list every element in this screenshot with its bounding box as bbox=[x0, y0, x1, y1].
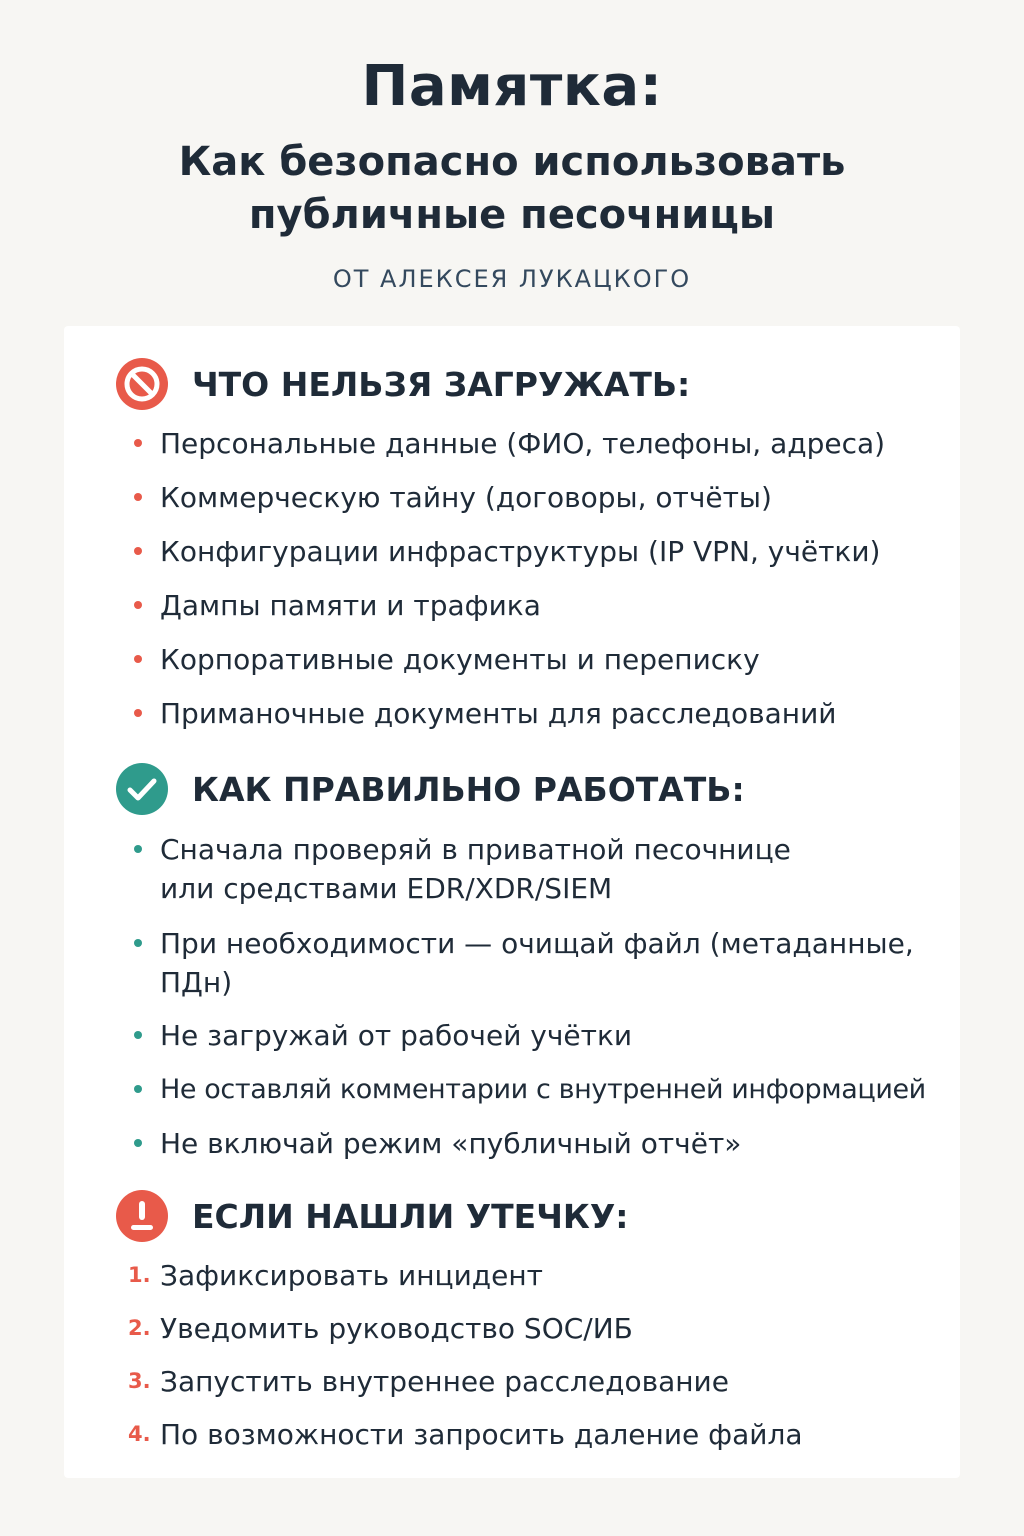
bullet-dot bbox=[134, 845, 142, 853]
list-item-text: Запустить внутреннее расследование bbox=[160, 1365, 729, 1398]
subtitle-line: публичные песочницы bbox=[248, 192, 776, 238]
checkmark-icon bbox=[116, 763, 168, 815]
section-header bbox=[116, 763, 745, 815]
bullet-dot bbox=[134, 655, 142, 663]
step-number: 4. bbox=[128, 1422, 151, 1446]
subtitle-line: Как безопасно использовать bbox=[178, 139, 846, 185]
list-item-text: Корпоративные документы и переписку bbox=[160, 643, 760, 676]
step-number: 1. bbox=[128, 1263, 151, 1287]
list-item-text: или средствами EDR/XDR/SIEM bbox=[160, 872, 613, 905]
list-item-text: При необходимости — очищай файл (метаданные, bbox=[160, 927, 914, 960]
section-header bbox=[116, 1190, 629, 1242]
list-item-text: Не оставляй комментарии с внутренней информацией bbox=[160, 1074, 926, 1105]
list-item-text: Сначала проверяй в приватной песочнице bbox=[160, 833, 791, 866]
bullet-dot bbox=[134, 493, 142, 501]
alert-icon bbox=[116, 1190, 168, 1242]
author-byline: ОТ АЛЕКСЕЯ ЛУКАЦКОГО bbox=[332, 265, 692, 293]
list-item-text: Не загружай от рабочей учётки bbox=[160, 1019, 633, 1052]
bullet-dot bbox=[134, 1139, 142, 1147]
step-number: 3. bbox=[128, 1369, 151, 1393]
bullet-dot bbox=[134, 709, 142, 717]
section-header bbox=[116, 358, 690, 410]
list-item-text: Персональные данные (ФИО, телефоны, адреса) bbox=[160, 427, 886, 460]
step-number: 2. bbox=[128, 1316, 151, 1340]
list-item-text: По возможности запросить даление файла bbox=[160, 1418, 803, 1451]
bullet-dot bbox=[134, 939, 142, 947]
bullet-dot bbox=[134, 1085, 142, 1093]
section-title: КАК ПРАВИЛЬНО РАБОТАТЬ: bbox=[192, 769, 745, 809]
bullet-dot bbox=[134, 601, 142, 609]
list-item-text: Не включай режим «публичный отчёт» bbox=[160, 1127, 742, 1160]
list-item-text: Коммерческую тайну (договоры, отчёты) bbox=[160, 481, 772, 514]
page-title: Памятка: bbox=[361, 54, 663, 119]
list-item-text: Уведомить руководство SOC/ИБ bbox=[160, 1312, 633, 1345]
list-item-text: Приманочные документы для расследований bbox=[160, 697, 837, 730]
section-title: ЕСЛИ НАШЛИ УТЕЧКУ: bbox=[192, 1196, 629, 1236]
section-title: ЧТО НЕЛЬЗЯ ЗАГРУЖАТЬ: bbox=[192, 364, 691, 404]
bullet-dot bbox=[134, 439, 142, 447]
bullet-dot bbox=[134, 1031, 142, 1039]
list-item-text: ПДн) bbox=[160, 966, 233, 999]
page-subtitle bbox=[0, 136, 1024, 242]
list-item-text: Дампы памяти и трафика bbox=[160, 589, 541, 622]
list-item-text: Зафиксировать инцидент bbox=[160, 1259, 543, 1292]
list-item-text: Конфигурации инфраструктуры (IP VPN, учётки) bbox=[160, 535, 881, 568]
prohibited-icon bbox=[116, 358, 168, 410]
bullet-dot bbox=[134, 547, 142, 555]
content-card bbox=[64, 326, 960, 1478]
